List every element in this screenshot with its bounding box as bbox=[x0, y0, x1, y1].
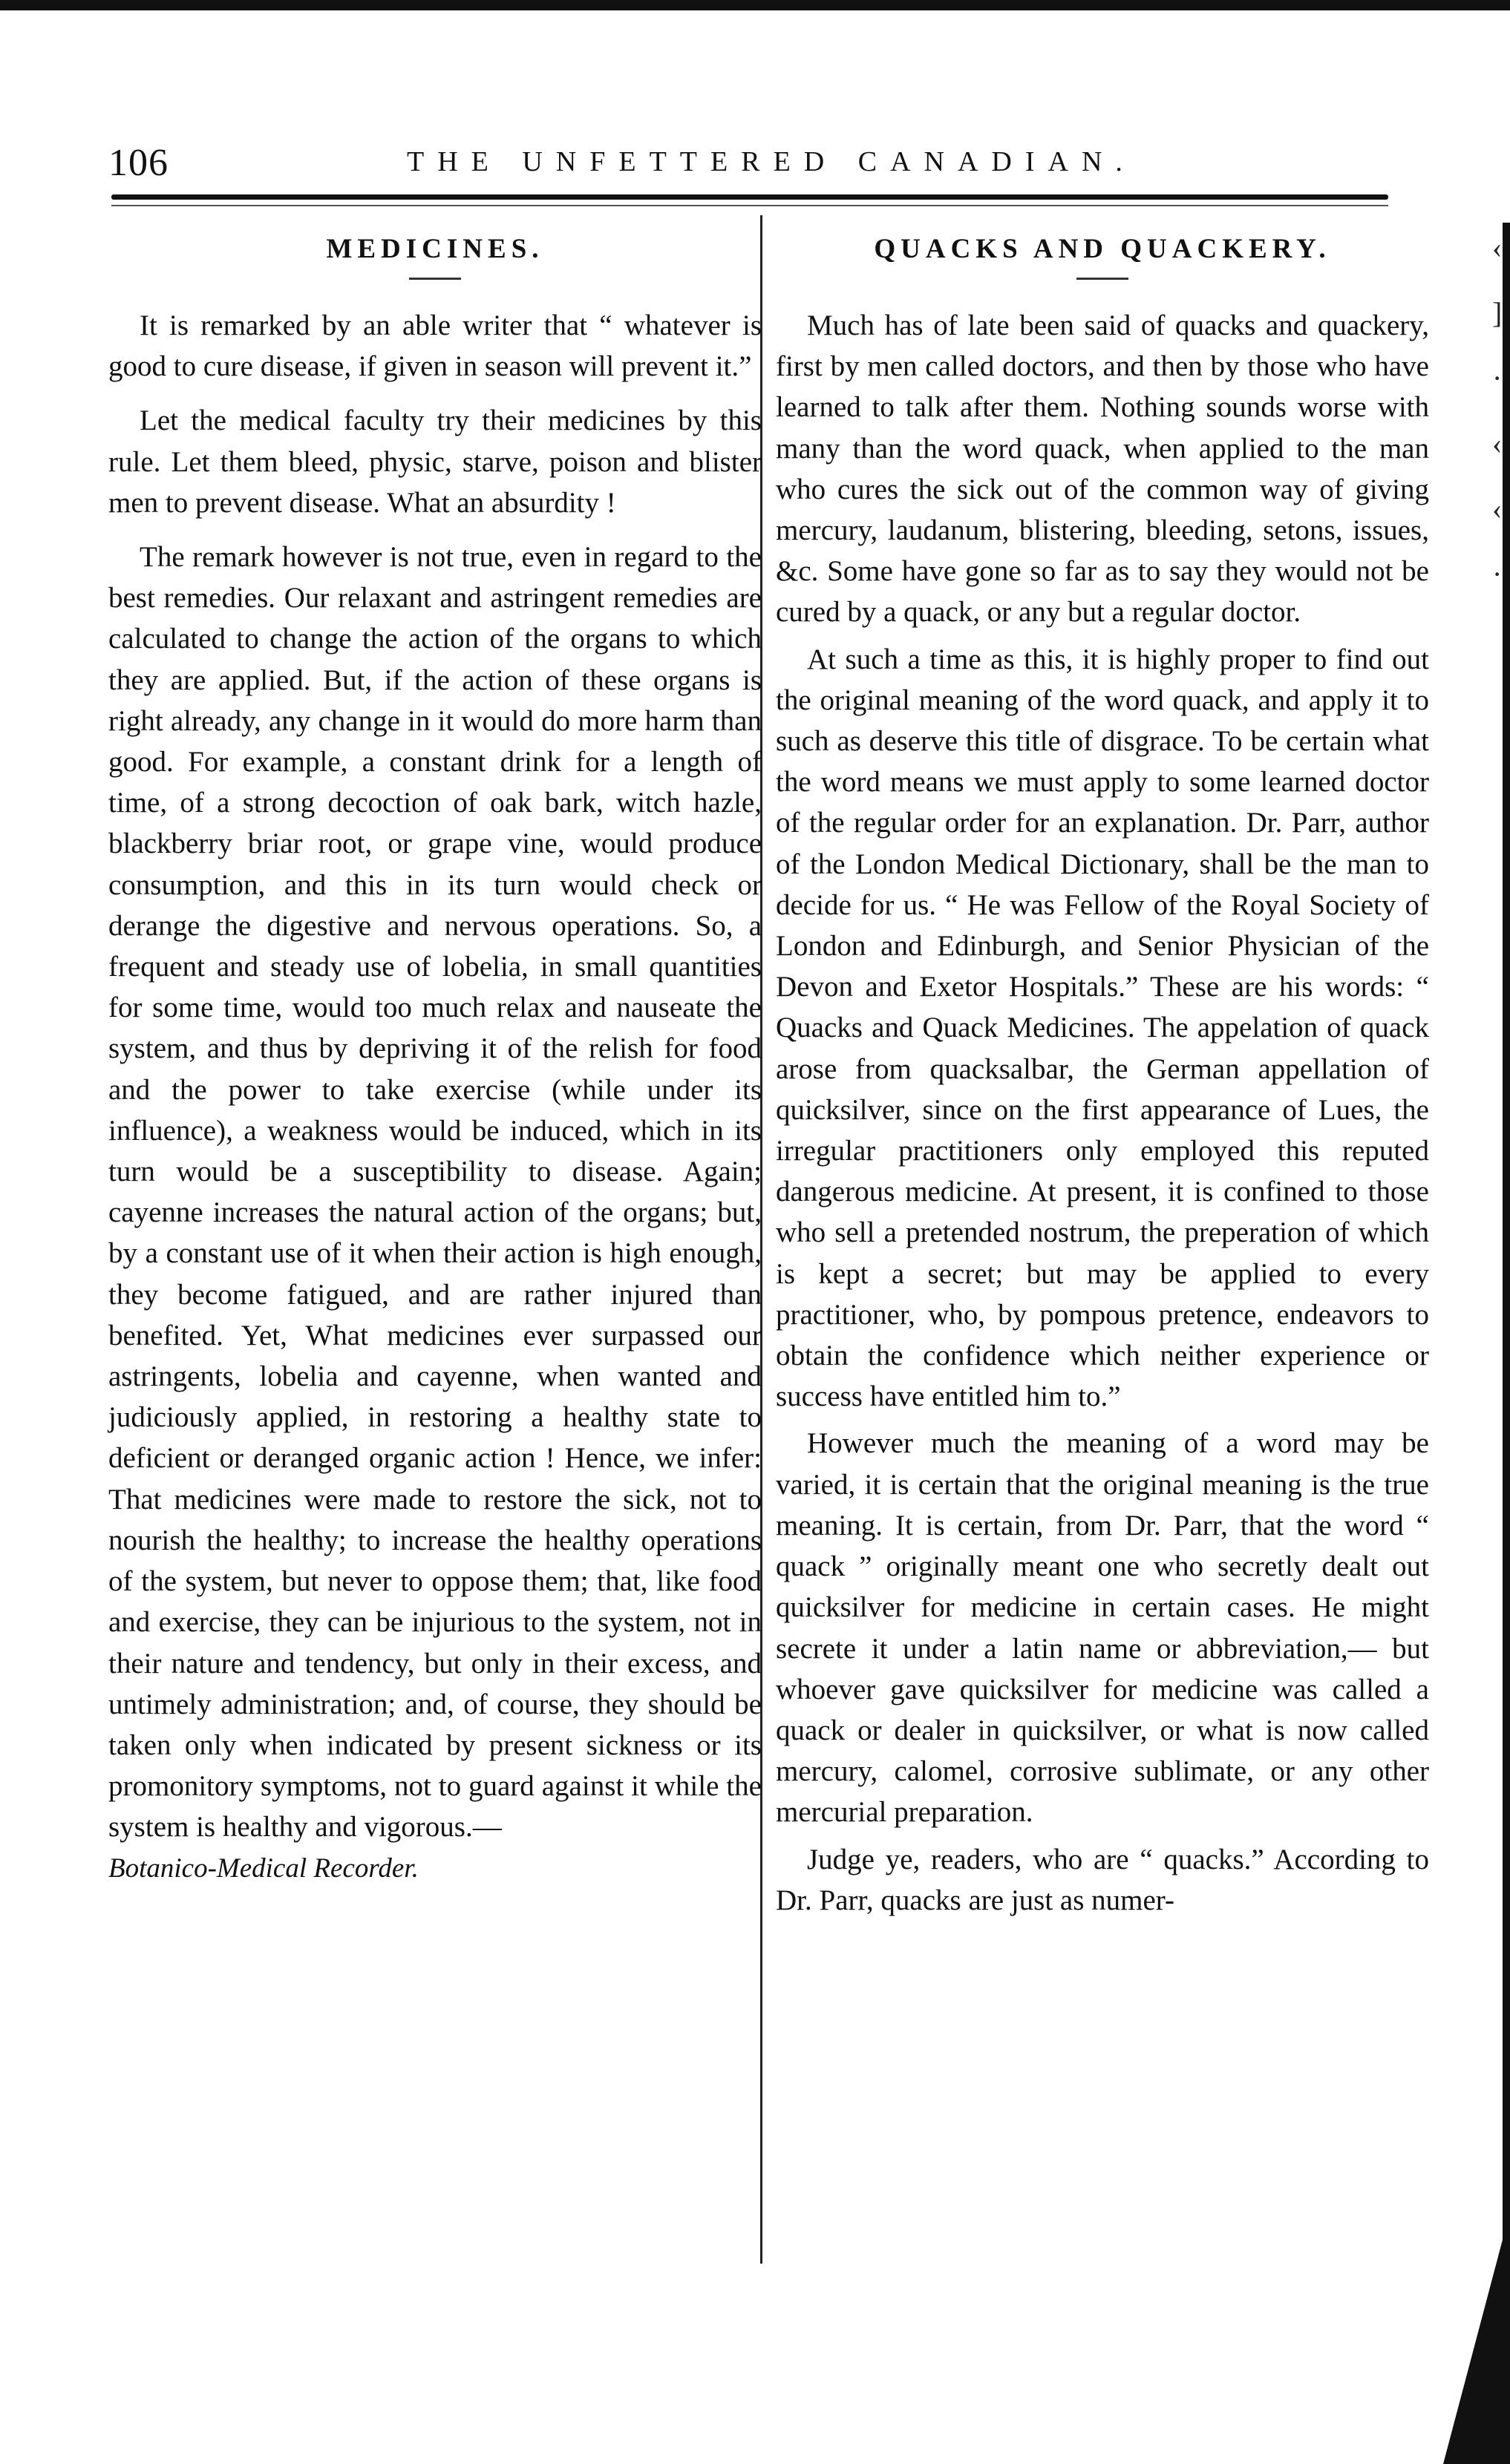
paragraph: At such a time as this, it is highly proper to find out the original meaning of the word quack, and apply it to such as deserve this title of disgrace. To be certain what the word means we must apply to some learned doctor of the regular order for an explanation. Dr. Parr, author of the London Medical Dictionary, shall be the man to decide for us. “ He was Fellow of the Royal Society of London and Edinburgh, and Senior Physician of the Devon and Exetor Hospitals.” These are his words: “ Quacks and Quack Medicines. The appelation of quack arose from quacksalbar, the German appellation of quicksilver, since on the first appearance of Lues, the irregular practitioners only employed this reputed dangerous medicine. At present, it is confined to those who sell a pretended nostrum, the preperation of which is kept a secret; but may be applied to every practitioner, who, by pompous pretence, endeavors to obtain the confidence which neither experience or success have entitled him to.” bbox=[776, 643, 1429, 1413]
paragraph: Judge ye, readers, who are “ quacks.” According to Dr. Parr, quacks are just as numer- bbox=[776, 1843, 1429, 1916]
paragraph: Let the medical faculty try their medicines by this rule. Let them bleed, physic, starve, poison and blister men to prevent disease. What an absurdity ! bbox=[108, 404, 762, 519]
page-number: 106 bbox=[108, 142, 169, 184]
article-title-medicines: MEDICINES. bbox=[326, 234, 544, 264]
paragraph: The remark however is not true, even in regard to the best remedies. Our relaxant and astringent remedies are calculated to change the action of the organs to which they are applied. But, if the action of these organs is right already, any change in it would do more harm than good. For example, a constant drink for a length of time, of a strong decoction of oak bark, witch hazle, blackberry briar root, or grape vine, would produce consumption, and this in its turn would check or derange the digestive and nervous operations. So, a frequent and steady use of lobelia, in small quantities for some time, would too much relax and nauseate the system, and thus by depriving it of the relish for food and the power to take exercise (while under its influence), a weakness would be induced, which in its turn would be a susceptibility to disease. Again; cayenne increases the natural action of the organs; but, by a constant use of it when their action is high enough, they become fatigued, and are rather injured than benefited. Yet, What medicines ever surpassed our astringents, lobelia and cayenne, when wanted and judiciously applied, in restoring a healthy state to deficient or deranged organic action ! Hence, we infer: That medicines were made to restore the sick, not to nourish the healthy; to increase the healthy operations of the system, but never to oppose them; that, like food and exercise, they can be injurious to the system, not in their nature and tendency, but only in their excess, and untimely administration; and, of course, they should be taken only when indicated by present sickness or its promonitory symptoms, not to guard against it while the system is healthy and vigorous.— bbox=[108, 541, 762, 1844]
page-corner-shadow bbox=[1443, 2212, 1510, 2464]
source-signature: Botanico-Medical Recorder. bbox=[108, 1852, 419, 1884]
header-rule bbox=[111, 194, 1388, 200]
title-rule bbox=[409, 278, 461, 280]
running-title: THE UNFETTERED CANADIAN. bbox=[407, 146, 1136, 177]
header-rule-thin bbox=[111, 205, 1388, 206]
title-rule bbox=[1076, 278, 1128, 280]
margin-bleed-marks: ‹ ] · ‹ ‹ · bbox=[1492, 231, 1503, 591]
page-top-edge bbox=[0, 0, 1510, 10]
paragraph: Much has of late been said of quacks and quackery, first by men called doctors, and then by those who have learned to talk after them. Nothing sounds worse with many than the word quack, when applied to the man who cures the sick out of the common way of giving mercury, laudanum, blistering, bleeding, setons, issues, &c. Some have gone so far as to say they would not be cured by a quack, or any but a regular doctor. bbox=[776, 309, 1429, 629]
paragraph: However much the meaning of a word may be varied, it is certain that the original meaning is the true meaning. It is certain, from Dr. Parr, that the word “ quack ” originally meant one who secretly dealt out quicksilver for medicine in certain cases. He might secrete it under a latin name or abbreviation,— but whoever gave quicksilver for medicine was called a quack or dealer in quicksilver, or what is now called mercury, calomel, corrosive sublimate, or any other mercurial preparation. bbox=[776, 1427, 1429, 1829]
paragraph: It is remarked by an able writer that “ whatever is good to cure disease, if given in season will prevent it.” bbox=[108, 309, 762, 383]
article-title-quacks: QUACKS AND QUACKERY. bbox=[874, 234, 1331, 264]
left-column bbox=[108, 223, 762, 1889]
right-column bbox=[776, 223, 1429, 1921]
